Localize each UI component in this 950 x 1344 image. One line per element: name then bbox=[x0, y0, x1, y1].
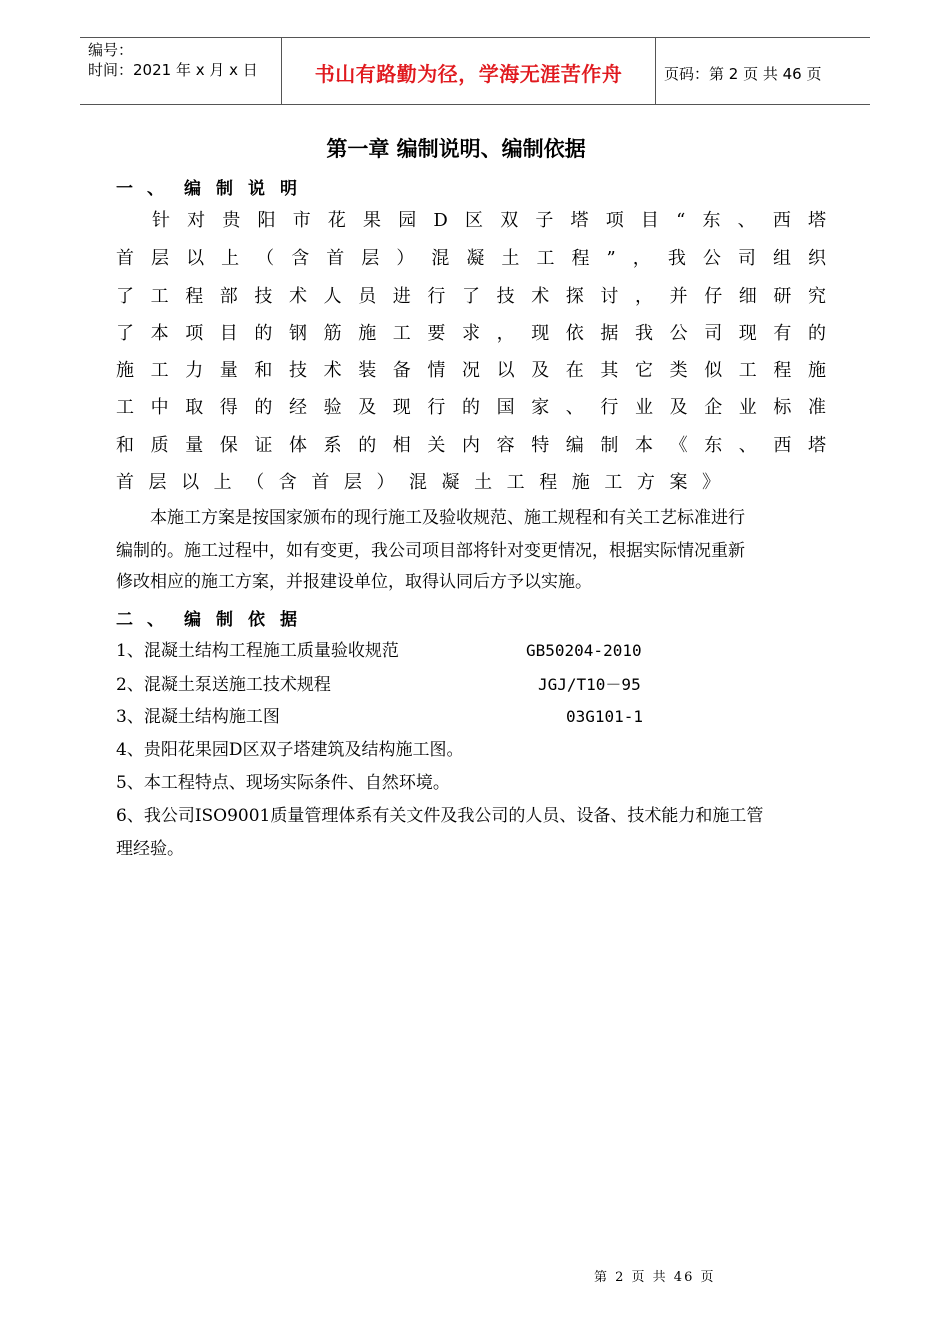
reference-item: 6、我公司ISO9001质量管理体系有关文件及我公司的人员、设备、技术能力和施工管 bbox=[116, 806, 764, 826]
header-meta bbox=[88, 40, 258, 80]
header-motto: 书山有路勤为径，学海无涯苦作舟 bbox=[314, 62, 623, 86]
page-footer: 第 2 页 共 46 页 bbox=[594, 1270, 716, 1285]
header-page-info: 页码：第 2 页 共 46 页 bbox=[664, 65, 822, 83]
paragraph-line: 施工力量和技术装备情况以及在其它类似工程施 bbox=[116, 360, 826, 381]
paragraph-line bbox=[116, 468, 826, 498]
section-number: 一、 bbox=[116, 179, 178, 199]
paragraph-line: 了工程部技术人员进行了技术探讨，并仔细研究 bbox=[116, 286, 826, 307]
paragraph-line: 修改相应的施工方案，并报建设单位，取得认同后方予以实施。 bbox=[116, 572, 592, 592]
reference-code: GB50204-2010 bbox=[526, 641, 642, 660]
reference-item: 5、本工程特点、现场实际条件、自然环境。 bbox=[116, 773, 450, 793]
reference-code: JGJ/T10－95 bbox=[538, 675, 641, 694]
paragraph-line: 编制的。施工过程中，如有变更，我公司项目部将针对变更情况，根据实际情况重新 bbox=[116, 541, 745, 561]
paragraph-line: 和质量保证体系的相关内容特编制本《东、西塔 bbox=[116, 435, 826, 456]
section-heading-2 bbox=[116, 605, 312, 630]
reference-item: 3、混凝土结构施工图 bbox=[116, 707, 280, 727]
header-divider-right bbox=[655, 37, 656, 104]
reference-code: 03G101-1 bbox=[566, 707, 644, 726]
paragraph-line: 工中取得的经验及现行的国家、行业及企业标准 bbox=[116, 397, 826, 418]
document-date: 时间：2021 年 x 月 x 日 bbox=[88, 61, 258, 79]
section-title: 编制依据 bbox=[184, 610, 312, 630]
document-number-label: 编号： bbox=[88, 41, 134, 59]
paragraph-line: 针对贵阳市花果园D区双子塔项目“东、西塔 bbox=[152, 210, 826, 231]
chapter-title: 第一章 编制说明、编制依据 bbox=[326, 137, 586, 161]
paragraph-line-text: 首层以上（含首层）混凝土工程施工方案》 bbox=[116, 472, 720, 493]
reference-item: 理经验。 bbox=[116, 839, 184, 859]
reference-item: 4、贵阳花果园D区双子塔建筑及结构施工图。 bbox=[116, 740, 464, 760]
header-bottom-rule bbox=[80, 104, 870, 105]
section-heading-1 bbox=[116, 174, 312, 199]
reference-item: 1、混凝土结构工程施工质量验收规范 bbox=[116, 641, 399, 661]
section-title: 编制说明 bbox=[184, 179, 312, 199]
paragraph-line: 首层以上（含首层）混凝土工程”，我公司组织 bbox=[116, 248, 826, 269]
paragraph-line: 本施工方案是按国家颁布的现行施工及验收规范、施工规程和有关工艺标准进行 bbox=[150, 508, 745, 528]
paragraph-line: 了本项目的钢筋施工要求，现依据我公司现有的 bbox=[116, 323, 826, 344]
header-top-rule bbox=[80, 37, 870, 38]
section-number: 二、 bbox=[116, 610, 178, 630]
reference-item: 2、混凝土泵送施工技术规程 bbox=[116, 675, 331, 695]
